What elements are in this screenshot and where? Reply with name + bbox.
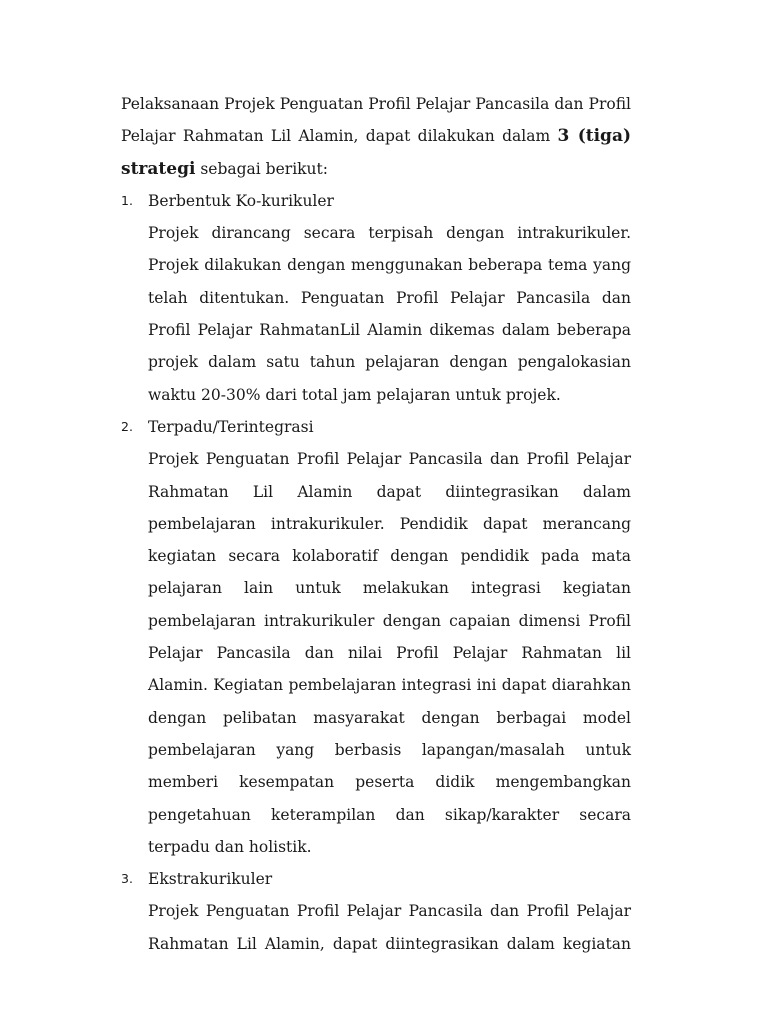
document-page <box>121 88 631 960</box>
list-item-number: 2. <box>121 418 133 434</box>
list-item-title: Berbentuk Ko-kurikuler <box>148 191 334 210</box>
list-item <box>121 863 631 960</box>
list-item-title: Ekstrakurikuler <box>148 870 273 889</box>
list-item-body: Projek Penguatan Profil Pelajar Pancasila dan Profil Pelajar Rahmatan Lil Alamin dapat diintegrasikan dalam pembelajaran intrakurikuler. Pendidik dapat merancang kegiatan secara kolaboratif dengan pendidik pada mata pelajaran lain untuk melakukan integrasi kegiatan pembelajaran intrakurikuler dengan capaian dimensi Profil Pelajar Pancasila dan nilai Profil Pelajar Rahmatan lil Alamin. Kegiatan pembelajaran integrasi ini dapat diarahkan dengan pelibatan masyarakat dengan berbagai model pembelajaran yang berbasis lapangan/masalah untuk memberi kesempatan peserta didik mengembangkan pengetahuan keterampilan dan sikap/karakter secara terpadu dan holistik. <box>148 450 631 856</box>
intro-text-before: Pelaksanaan Projek Penguatan Profil Pelajar Pancasila dan Profil Pelajar Rahmatan Lil Alamin, dapat dilakukan dalam <box>121 95 631 146</box>
list-item-number: 1. <box>121 192 133 208</box>
list-item-number: 3. <box>121 871 133 887</box>
list-item <box>121 411 631 863</box>
list-item-title: Terpadu/Terintegrasi <box>148 417 314 436</box>
list-item <box>121 185 631 411</box>
intro-paragraph <box>121 88 631 185</box>
list-item-body: Projek dirancang secara terpisah dengan intrakurikuler. Projek dilakukan dengan menggunakan beberapa tema yang telah ditentukan. Penguatan Profil Pelajar Pancasila dan Profil Pelajar RahmatanLil Alamin dikemas dalam beberapa projek dalam satu tahun pelajaran dengan pengalokasian waktu 20-30% dari total jam pelajaran untuk projek. <box>148 224 631 404</box>
list-item-body: Projek Penguatan Profil Pelajar Pancasila dan Profil Pelajar Rahmatan Lil Alamin, dapat diintegrasikan dalam kegiatan <box>148 902 631 953</box>
strategy-list <box>121 185 631 960</box>
intro-emphasis: 3 (tiga) strategi <box>121 126 632 179</box>
intro-text-after: sebagai berikut: <box>195 159 328 178</box>
